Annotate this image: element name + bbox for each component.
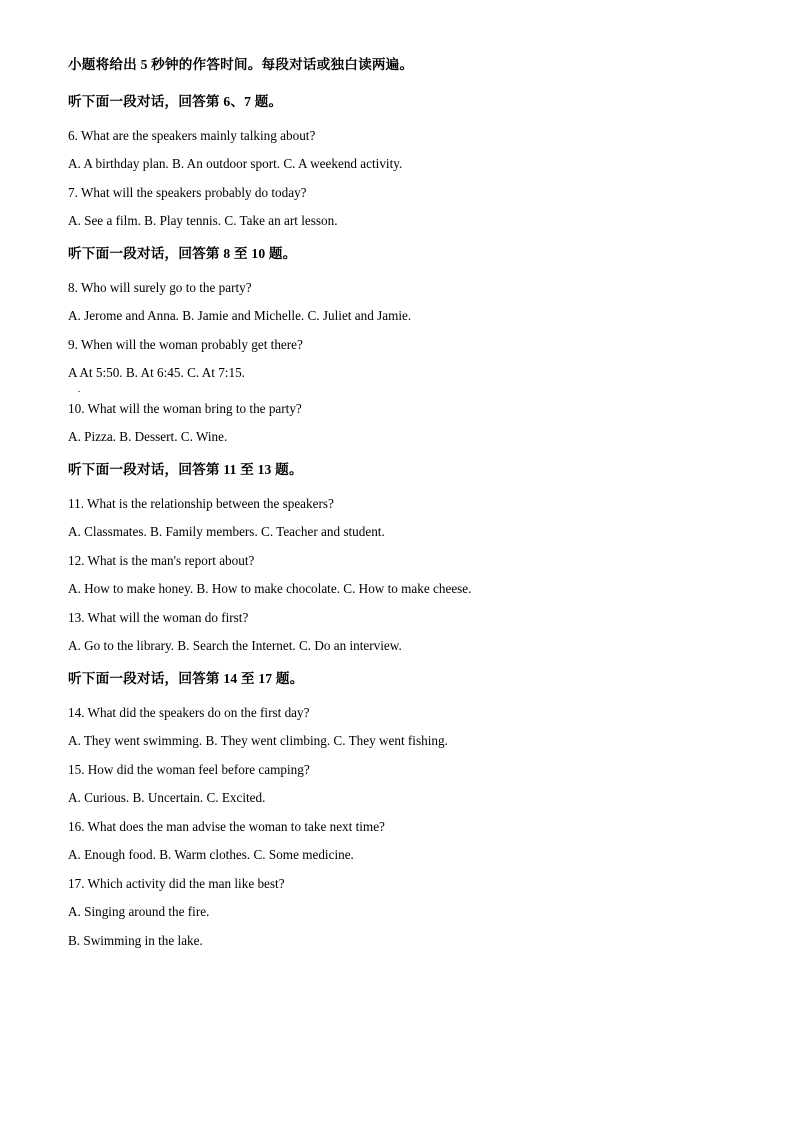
question-17: 17. Which activity did the man like best? xyxy=(68,875,285,891)
options-10: A. Pizza. B. Dessert. C. Wine. xyxy=(68,429,228,445)
options-6: A. A birthday plan. B. An outdoor sport. C. A weekend activity. xyxy=(68,156,403,172)
intro-line: 小题将给出 5 秒钟的作答时间。每段对话或独白读两遍。 xyxy=(68,57,414,72)
question-8: 8. Who will surely go to the party? xyxy=(68,279,252,295)
options-15: A. Curious. B. Uncertain. C. Excited. xyxy=(68,790,266,806)
options-16: A. Enough food. B. Warm clothes. C. Some medicine. xyxy=(68,847,354,863)
section-heading-11-13: 听下面一段对话，回答第 11 至 13 题。 xyxy=(68,461,303,477)
options-9: A At 5:50. B. At 6:45. C. At 7:15. xyxy=(68,365,245,381)
question-15: 15. How did the woman feel before camping? xyxy=(68,761,310,777)
question-14: 14. What did the speakers do on the first day? xyxy=(68,704,310,720)
options-13: A. Go to the library. B. Search the Internet. C. Do an interview. xyxy=(68,638,402,654)
options-11: A. Classmates. B. Family members. C. Teacher and student. xyxy=(68,524,385,540)
section-heading-8-10: 听下面一段对话，回答第 8 至 10 题。 xyxy=(68,245,297,261)
question-10: 10. What will the woman bring to the party? xyxy=(68,400,302,416)
question-16: 16. What does the man advise the woman to take next time? xyxy=(68,818,385,834)
options-8: A. Jerome and Anna. B. Jamie and Michelle. C. Juliet and Jamie. xyxy=(68,308,412,324)
question-11: 11. What is the relationship between the speakers? xyxy=(68,495,334,511)
document-body xyxy=(68,58,728,961)
options-17-a: A. Singing around the fire. xyxy=(68,904,210,920)
section-heading-14-17: 听下面一段对话，回答第 14 至 17 题。 xyxy=(68,670,304,686)
question-9: 9. When will the woman probably get there? xyxy=(68,336,303,352)
question-7: 7. What will the speakers probably do today? xyxy=(68,184,307,200)
options-7: A. See a film. B. Play tennis. C. Take an art lesson. xyxy=(68,213,338,229)
question-12: 12. What is the man's report about? xyxy=(68,552,255,568)
question-13: 13. What will the woman do first? xyxy=(68,609,249,625)
options-17-b: B. Swimming in the lake. xyxy=(68,932,203,948)
options-14: A. They went swimming. B. They went climbing. C. They went fishing. xyxy=(68,733,448,749)
section-heading-6-7: 听下面一段对话，回答第 6、7 题。 xyxy=(68,93,283,109)
stray-mark: . xyxy=(78,384,81,395)
question-6: 6. What are the speakers mainly talking about? xyxy=(68,127,316,143)
options-12: A. How to make honey. B. How to make chocolate. C. How to make cheese. xyxy=(68,581,472,597)
